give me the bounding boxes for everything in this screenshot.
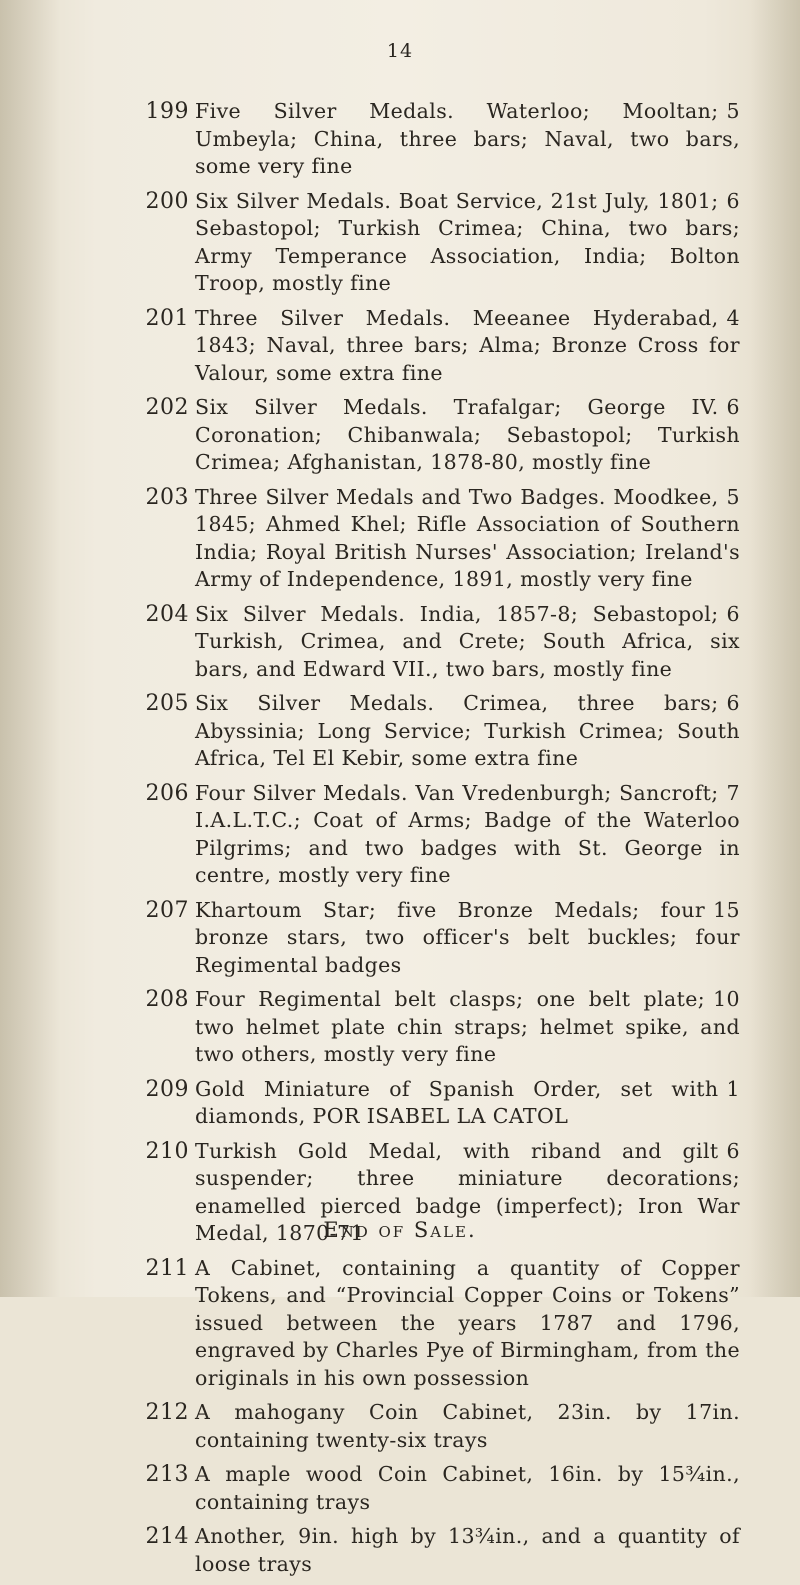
page-number: 14 — [386, 40, 414, 62]
lot-number: 211 — [145, 1255, 189, 1281]
lot-description: A maple wood Coin Cabinet, 16in. by 15¾in., containing trays — [195, 1462, 740, 1514]
end-of-sale-footer: End of Sale. — [323, 1218, 477, 1242]
lot-number: 200 — [145, 188, 189, 214]
lot-item — [145, 780, 740, 890]
lot-description: A mahogany Coin Cabinet, 23in. by 17in. containing twenty-six trays — [195, 1400, 740, 1452]
lot-description: Four Silver Medals. Van Vredenburgh; Sancroft; I.A.L.T.C.; Coat of Arms; Badge of the Waterloo Pilgrims; and two badges with St. George in centre, mostly very fine — [195, 780, 740, 887]
lot-description: A Cabinet, containing a quantity of Copper Tokens, and “Provincial Copper Coins or Tokens” issued between the years 1787 and 1796, engraved by Charles Pye of Birmingham, from the originals in his own possession — [195, 1255, 740, 1390]
lot-description: Four Regimental belt clasps; one belt plate; two helmet plate chin straps; helmet spike, and two others, mostly very fine — [195, 987, 740, 1066]
lot-item — [145, 98, 740, 181]
lot-item — [145, 1255, 740, 1393]
lot-number: 201 — [145, 305, 189, 331]
lot-item — [145, 305, 740, 388]
lot-description: Khartoum Star; five Bronze Medals; four bronze stars, two officer's belt buckles; four Regimental badges — [195, 897, 740, 977]
lot-item — [145, 1076, 740, 1131]
lot-number: 214 — [145, 1524, 189, 1549]
lot-description: Gold Miniature of Spanish Order, set with diamonds, POR ISABEL LA CATOL — [195, 1076, 719, 1128]
lot-description: Five Silver Medals. Waterloo; Mooltan; Umbeyla; China, three bars; Naval, two bars, some very fine — [195, 99, 740, 178]
page-edge-stain-left — [0, 0, 60, 1297]
lot-item — [145, 394, 740, 477]
lot-description: Six Silver Medals. Trafalgar; George IV. Coronation; Chibanwala; Sebastopol; Turkish Crimea; Afghanistan, 1878-80, mostly fine — [195, 395, 740, 474]
lot-item — [145, 484, 740, 594]
lot-price: 6 — [726, 601, 740, 626]
lot-number: 202 — [145, 395, 189, 420]
lot-item — [145, 986, 740, 1069]
lot-price: 10 — [713, 987, 740, 1011]
lot-description: Six Silver Medals. Crimea, three bars; Abyssinia; Long Service; Turkish Crimea; South Africa, Tel El Kebir, some extra fine — [195, 691, 740, 770]
lot-price: 15 — [713, 897, 740, 922]
lot-item — [145, 1399, 740, 1454]
lot-price: 5 — [726, 484, 740, 509]
lot-number: 204 — [145, 601, 189, 627]
lot-description: Turkish Gold Medal, with riband and gilt suspender; three miniature decorations; enamelled pierced badge (imperfect); Iron War Medal, 1870-71 — [195, 1138, 740, 1245]
lot-item — [145, 188, 740, 298]
lot-price: 1 — [726, 1076, 740, 1101]
lot-price: 6 — [726, 691, 740, 715]
lot-number: 208 — [145, 987, 189, 1012]
lot-price: 6 — [726, 1138, 740, 1163]
lot-number: 206 — [145, 780, 189, 806]
lot-number: 205 — [145, 691, 189, 716]
lot-number: 207 — [145, 897, 189, 923]
lot-number: 209 — [145, 1076, 189, 1102]
lot-description: Three Silver Medals and Two Badges. Moodkee, 1845; Ahmed Khel; Rifle Association of Southern India; Royal British Nurses' Association; Ireland's Army of Independence, 1891, mostly very fine — [195, 484, 740, 591]
lot-number: 199 — [145, 99, 189, 124]
lot-list — [145, 98, 740, 1585]
lot-item — [145, 897, 740, 980]
lot-price: 4 — [726, 305, 740, 330]
lot-price: 5 — [726, 99, 740, 123]
lot-item — [145, 1461, 740, 1516]
lot-item — [145, 690, 740, 773]
lot-item — [145, 1523, 740, 1578]
page-edge-stain-right — [750, 0, 800, 1297]
lot-description: Six Silver Medals. Boat Service, 21st July, 1801; Sebastopol; Turkish Crimea; China, two bars; Army Temperance Association, India; Bolton Troop, mostly fine — [195, 188, 740, 295]
lot-number: 213 — [145, 1462, 189, 1487]
lot-description: Three Silver Medals. Meeanee Hyderabad, 1843; Naval, three bars; Alma; Bronze Cross for Valour, some extra fine — [195, 305, 740, 385]
lot-item — [145, 601, 740, 684]
lot-number: 212 — [145, 1400, 189, 1425]
lot-number: 210 — [145, 1138, 189, 1164]
lot-price: 7 — [726, 780, 740, 805]
lot-description: Six Silver Medals. India, 1857-8; Sebastopol; Turkish, Crimea, and Crete; South Africa, six bars, and Edward VII., two bars, mostly fine — [195, 601, 740, 681]
lot-number: 203 — [145, 484, 189, 510]
lot-price: 6 — [726, 188, 740, 213]
lot-price: 6 — [726, 395, 740, 419]
lot-description: Another, 9in. high by 13¾in., and a quantity of loose trays — [195, 1524, 740, 1576]
